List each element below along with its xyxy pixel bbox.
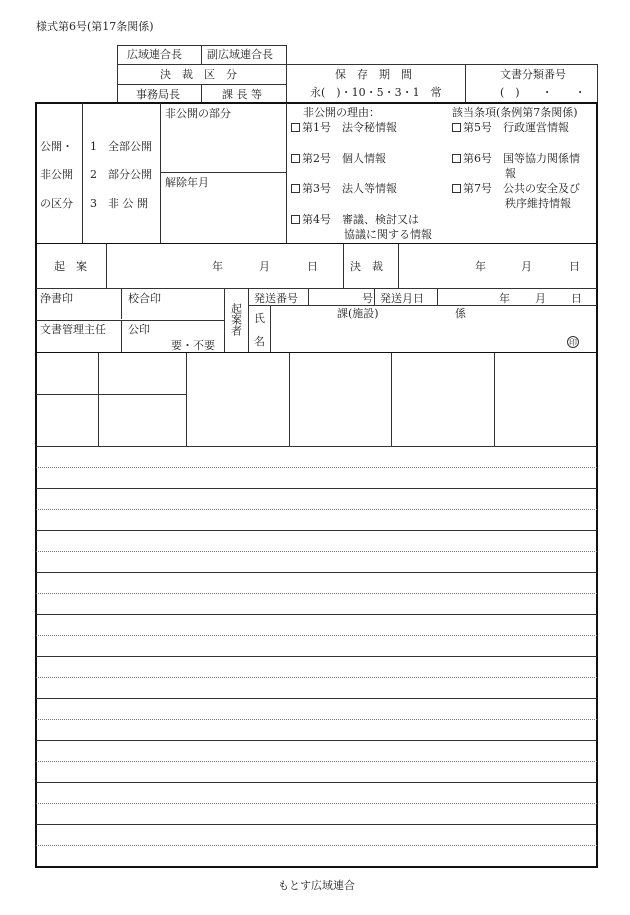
send-month: 月 <box>535 292 546 305</box>
decided-label: 決 裁 <box>350 260 383 273</box>
drafted-month: 月 <box>259 260 270 273</box>
approval-class-label: 決 裁 区 分 <box>160 68 237 81</box>
ruled-line <box>36 656 597 657</box>
dotted-guide-line <box>36 551 597 552</box>
ruled-line <box>36 572 597 573</box>
ruled-line <box>36 614 597 615</box>
dotted-guide-line <box>36 467 597 468</box>
doc-manager-label: 文書管理主任 <box>40 323 106 336</box>
reason-item-4[interactable]: 第4号 審議、検討又は <box>291 214 419 225</box>
reason-item-7-cont: 秩序維持情報 <box>505 197 571 210</box>
retention-title: 保 存 期 間 <box>335 68 412 81</box>
doc-class-title: 文書分類番号 <box>500 68 566 81</box>
dotted-guide-line <box>36 593 597 594</box>
drafter-label: 起案者 <box>229 303 243 336</box>
seal-icon: 印 <box>569 338 577 347</box>
decided-day: 日 <box>569 260 580 273</box>
dotted-guide-line <box>36 635 597 636</box>
drafted-day: 日 <box>307 260 318 273</box>
drafted-year: 年 <box>212 260 223 273</box>
section-chief-label: 課 長 等 <box>222 88 262 101</box>
checkbox-icon[interactable] <box>452 154 461 163</box>
chief-label: 広域連合長 <box>127 48 182 61</box>
disclosure-row-label-2: 非公開 <box>40 168 73 181</box>
name-label-1: 氏 <box>254 312 265 325</box>
dotted-guide-line <box>36 509 597 510</box>
reason-item-7[interactable]: 第7号 公共の安全及び <box>452 183 580 194</box>
dotted-guide-line <box>36 761 597 762</box>
option-full-disclosure[interactable]: 1 全部公開 <box>90 140 152 153</box>
ruled-line <box>36 530 597 531</box>
disclosure-row-label-3: の区分 <box>40 197 73 210</box>
article-title: 該当条項(条例第7条関係) <box>452 106 578 119</box>
reason-item-4-cont: 協議に関する情報 <box>344 228 432 241</box>
checkbox-icon[interactable] <box>291 215 300 224</box>
form-label: 様式第6号(第17条関係) <box>36 20 154 33</box>
send-number-label: 発送番号 <box>254 292 298 305</box>
decided-year: 年 <box>475 260 486 273</box>
collation-seal-label: 校合印 <box>128 292 161 305</box>
reason-item-6[interactable]: 第6号 国等協力関係情 <box>452 153 580 164</box>
retention-values: 永( )・10・5・3・1 常 <box>310 86 442 99</box>
dotted-guide-line <box>36 677 597 678</box>
send-date-label: 発送月日 <box>380 292 424 305</box>
dotted-guide-line <box>36 803 597 804</box>
ruled-line <box>36 488 597 489</box>
send-day: 日 <box>571 292 582 305</box>
ruled-line <box>36 782 597 783</box>
dotted-guide-line <box>36 719 597 720</box>
reason-item-2[interactable]: 第2号 個人情報 <box>291 153 386 164</box>
reason-title: 非公開の理由： <box>303 106 380 119</box>
release-date-label: 解除年月 <box>165 176 209 189</box>
need-not-label: 要・不要 <box>171 339 215 352</box>
send-year: 年 <box>499 292 510 305</box>
decided-month: 月 <box>521 260 532 273</box>
checkbox-icon[interactable] <box>291 123 300 132</box>
reason-item-5[interactable]: 第5号 行政運営情報 <box>452 122 569 133</box>
name-label-2: 名 <box>254 335 265 348</box>
clean-seal-label: 浄書印 <box>40 292 73 305</box>
department-label: 課(施設) <box>337 307 379 320</box>
reason-item-1[interactable]: 第1号 法令秘情報 <box>291 122 397 133</box>
option-nondisclosure[interactable]: 3 非 公 開 <box>90 197 148 210</box>
reason-item-3[interactable]: 第3号 法人等情報 <box>291 183 397 194</box>
ruled-line <box>36 824 597 825</box>
subsection-label: 係 <box>455 307 466 320</box>
ruled-line <box>36 698 597 699</box>
checkbox-icon[interactable] <box>291 154 300 163</box>
reason-item-6-cont: 報 <box>505 167 516 180</box>
vice-chief-label: 副広域連合長 <box>207 48 273 61</box>
ruled-line <box>36 740 597 741</box>
nondisclosed-part-label: 非公開の部分 <box>165 107 231 120</box>
disclosure-row-label-1: 公開・ <box>40 140 73 153</box>
checkbox-icon[interactable] <box>291 184 300 193</box>
checkbox-icon[interactable] <box>452 184 461 193</box>
director-label: 事務局長 <box>136 88 180 101</box>
option-partial-disclosure[interactable]: 2 部分公開 <box>90 168 152 181</box>
doc-class-value: ( ) ・ ・ <box>500 86 586 99</box>
number-suffix: 号 <box>362 292 373 305</box>
drafted-label: 起 案 <box>54 260 87 273</box>
official-seal-label: 公印 <box>128 323 150 336</box>
footer-organization: もとす広域連合 <box>278 879 355 892</box>
dotted-guide-line <box>36 845 597 846</box>
checkbox-icon[interactable] <box>452 123 461 132</box>
